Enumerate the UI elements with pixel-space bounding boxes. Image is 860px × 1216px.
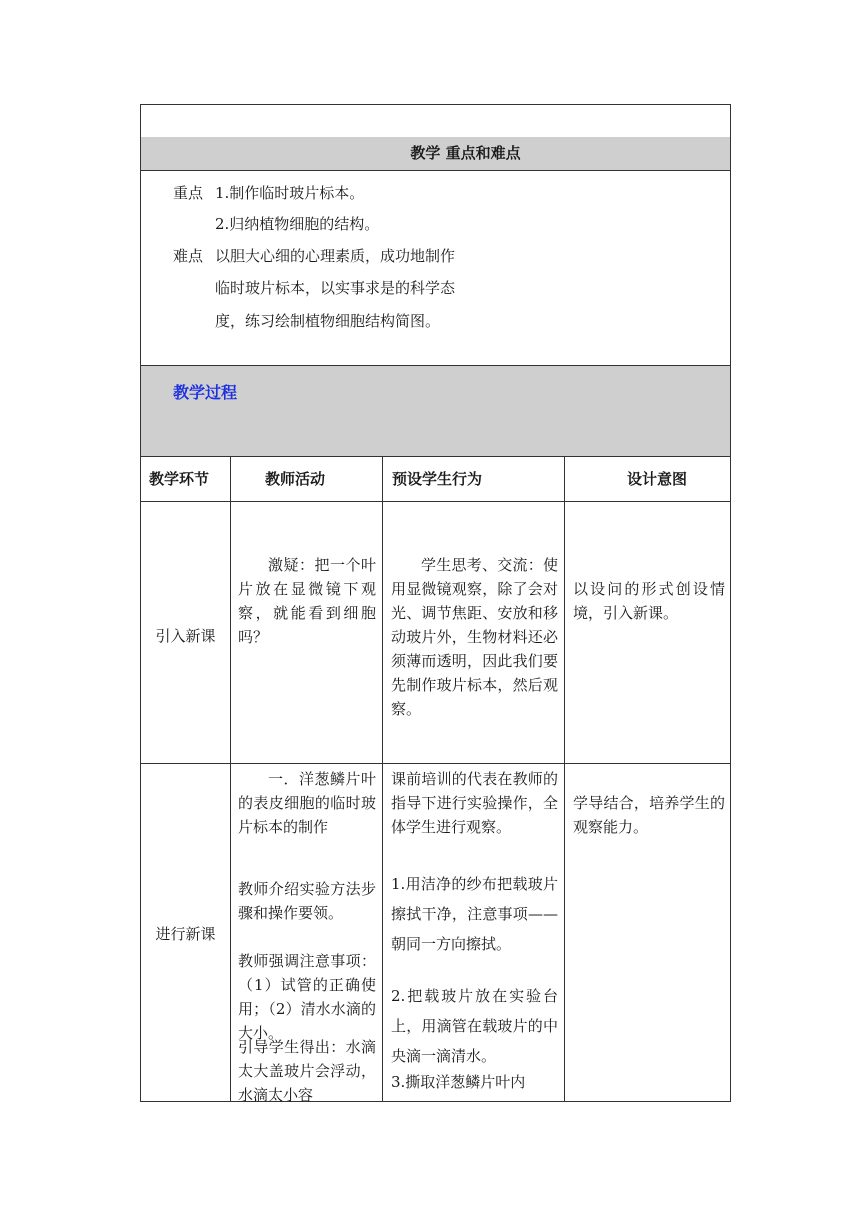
column-divider	[382, 456, 383, 1102]
difficult-line-2: 临时玻片标本，以实事求是的科学态	[215, 279, 456, 297]
col-header-intent: 设计意图	[627, 470, 688, 488]
process-header-bar	[141, 366, 730, 456]
teacher-activity-guide: 引导学生得出：水滴太大盖玻片会浮动，水滴太小容	[238, 1038, 376, 1104]
student-behavior-demo: 课前培训的代表在教师的指导下进行实验操作，全体学生进行观察。	[391, 770, 558, 836]
col-header-stage: 教学环节	[149, 470, 210, 488]
row-divider	[141, 763, 730, 764]
process-title: 教学过程	[173, 383, 238, 402]
section-header-title: 教学 重点和难点	[410, 144, 521, 162]
student-behavior-step-3: 3.撕取洋葱鳞片叶内	[391, 1073, 526, 1091]
student-behavior-step-1: 1.用洁净的纱布把载玻片擦拭干净，注意事项——朝同一方向擦拭。	[391, 875, 558, 953]
teacher-activity-step-title: 一．洋葱鳞片叶的表皮细胞的临时玻片标本的制作	[238, 770, 376, 836]
key-point-1: 1.制作临时玻片标本。	[215, 184, 365, 202]
teacher-activity-method: 教师介绍实验方法步骤和操作要领。	[238, 880, 376, 922]
student-behavior-step-2: 2.把载玻片放在实验台上，用滴管在载玻片的中央滴一滴清水。	[391, 987, 558, 1065]
col-header-teacher: 教师活动	[265, 470, 326, 488]
stage-new-lesson: 进行新课	[155, 925, 216, 943]
column-divider	[230, 456, 231, 1102]
teacher-activity-intro: 激疑：把一个叶片放在显微镜下观察，就能看到细胞吗？	[238, 556, 376, 646]
col-header-student: 预设学生行为	[392, 470, 483, 488]
design-intent-new-lesson: 学导结合，培养学生的观察能力。	[573, 794, 725, 836]
difficult-line-3: 度，练习绘制植物细胞结构简图。	[215, 312, 441, 330]
column-divider	[564, 456, 565, 1102]
stage-intro: 引入新课	[155, 627, 216, 645]
student-behavior-intro: 学生思考、交流：使用显微镜观察，除了会对光、调节焦距、安放和移动玻片外，生物材料还必须薄而透明，因此我们要先制作玻片标本，然后观察。	[391, 556, 558, 718]
lesson-plan-table	[140, 104, 731, 1102]
row-divider	[141, 170, 730, 171]
difficult-label: 难点	[173, 247, 204, 265]
difficult-line-1: 以胆大心细的心理素质，成功地制作	[215, 247, 456, 265]
teacher-activity-notes: 教师强调注意事项：（1）试管的正确使用；（2）清水水滴的大小。	[238, 952, 376, 1042]
key-label: 重点	[173, 184, 204, 202]
key-point-2: 2.归纳植物细胞的结构。	[215, 215, 380, 233]
section-header-bar	[141, 137, 730, 170]
design-intent-intro: 以设问的形式创设情境，引入新课。	[573, 580, 725, 622]
